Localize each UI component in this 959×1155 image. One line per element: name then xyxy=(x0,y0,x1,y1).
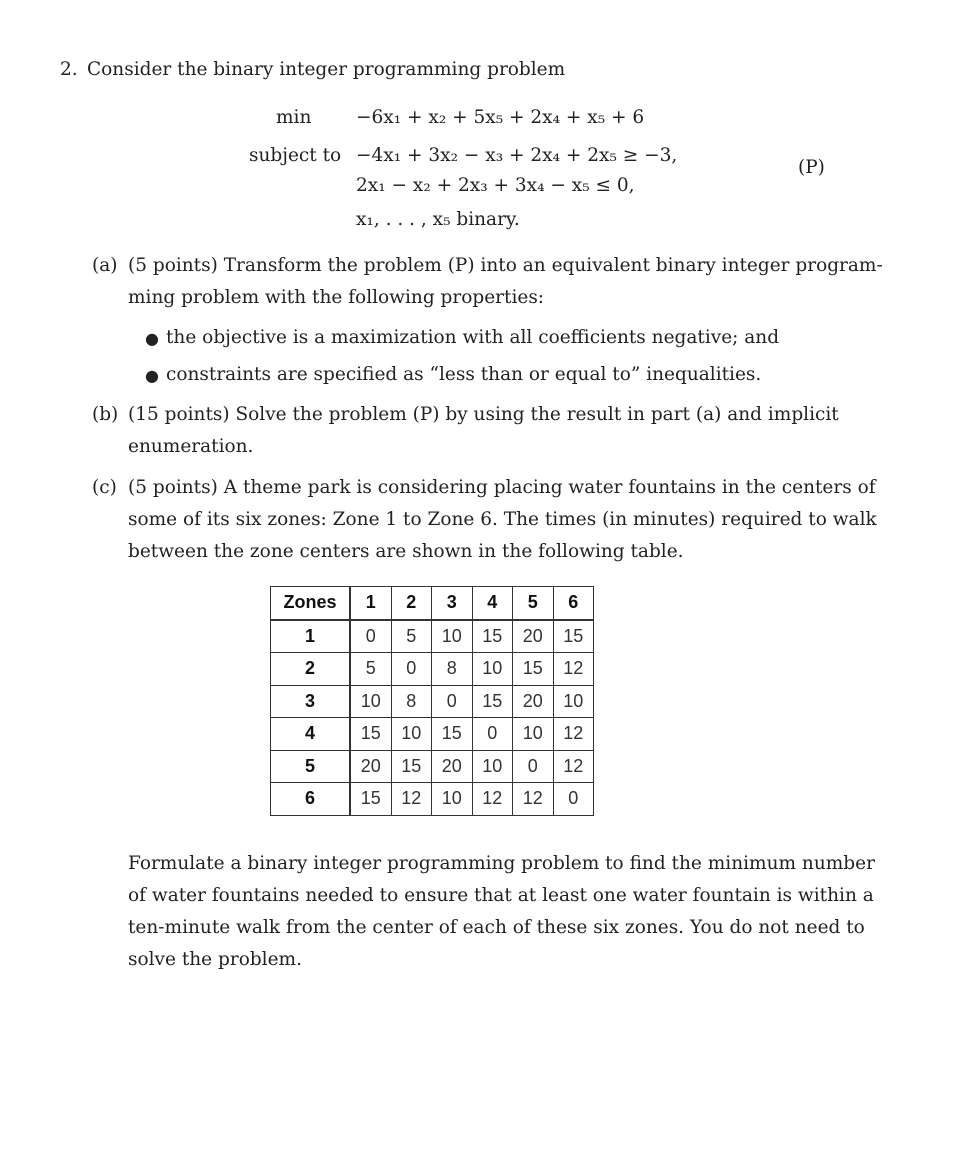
subject-to-label: subject to xyxy=(249,145,342,166)
problem-intro: Consider the binary integer programming problem xyxy=(87,59,566,80)
objective-function: −6x₁ + x₂ + 5x₅ + 2x₄ + x₅ + 6 xyxy=(356,107,645,128)
table-row xyxy=(271,653,594,686)
walking-times-table xyxy=(270,586,594,816)
table-cell: 12 xyxy=(391,783,432,816)
bullet-icon: ● xyxy=(145,329,159,348)
min-label: min xyxy=(276,107,312,128)
table-cell: 12 xyxy=(553,718,594,751)
part-c-final-line-1: Formulate a binary integer programming problem to find the minimum number xyxy=(128,853,875,874)
column-header: 3 xyxy=(432,587,473,620)
constraint-2: 2x₁ − x₂ + 2x₃ + 3x₄ − x₅ ≤ 0, xyxy=(356,175,635,196)
problem-tag: (P) xyxy=(798,157,825,178)
table-row xyxy=(271,783,594,816)
table-cell: 15 xyxy=(391,750,432,783)
table-row xyxy=(271,685,594,718)
row-header: 5 xyxy=(271,750,351,783)
table-cell: 5 xyxy=(391,620,432,653)
bullet-icon: ● xyxy=(145,366,159,385)
table-cell: 8 xyxy=(432,653,473,686)
table-cell: 5 xyxy=(350,653,391,686)
column-header: 6 xyxy=(553,587,594,620)
part-b-line-2: enumeration. xyxy=(128,436,254,457)
table-cell: 15 xyxy=(472,685,513,718)
row-header: 4 xyxy=(271,718,351,751)
part-b-label: (b) xyxy=(92,404,119,425)
part-b-line-1: (15 points) Solve the problem (P) by using the result in part (a) and implicit xyxy=(128,404,839,425)
table-cell: 15 xyxy=(350,718,391,751)
table-cell: 0 xyxy=(350,620,391,653)
part-c-label: (c) xyxy=(92,477,117,498)
table-cell: 20 xyxy=(513,620,554,653)
table-cell: 12 xyxy=(472,783,513,816)
constraint-1: −4x₁ + 3x₂ − x₃ + 2x₄ + 2x₅ ≥ −3, xyxy=(356,145,678,166)
column-header: 1 xyxy=(350,587,391,620)
table-cell: 10 xyxy=(391,718,432,751)
binary-constraint: x₁, . . . , x₅ binary. xyxy=(356,209,520,230)
part-c-final-line-3: ten-minute walk from the center of each of these six zones. You do not need to xyxy=(128,917,865,938)
table-cell: 15 xyxy=(472,620,513,653)
problem-number: 2. xyxy=(60,59,78,80)
table-cell: 8 xyxy=(391,685,432,718)
table-cell: 12 xyxy=(553,653,594,686)
table-row xyxy=(271,620,594,653)
table-cell: 0 xyxy=(472,718,513,751)
table-cell: 0 xyxy=(391,653,432,686)
part-a-line-2: ming problem with the following properties: xyxy=(128,287,545,308)
part-a-bullet-2: constraints are specified as “less than or equal to” inequalities. xyxy=(166,364,762,385)
part-a-line-1: (5 points) Transform the problem (P) into an equivalent binary integer program- xyxy=(128,255,883,276)
part-a-label: (a) xyxy=(92,255,118,276)
table-cell: 0 xyxy=(513,750,554,783)
part-a-bullet-1: the objective is a maximization with all coefficients negative; and xyxy=(166,327,780,348)
table-cell: 10 xyxy=(350,685,391,718)
column-header: 4 xyxy=(472,587,513,620)
part-c-line-3: between the zone centers are shown in the following table. xyxy=(128,541,684,562)
table-cell: 12 xyxy=(553,750,594,783)
row-header: 3 xyxy=(271,685,351,718)
table-cell: 10 xyxy=(432,620,473,653)
table-cell: 20 xyxy=(350,750,391,783)
row-header: 6 xyxy=(271,783,351,816)
table-cell: 10 xyxy=(472,750,513,783)
part-c-final-line-4: solve the problem. xyxy=(128,949,302,970)
table-corner-header: Zones xyxy=(271,587,351,620)
table-cell: 10 xyxy=(553,685,594,718)
column-header: 2 xyxy=(391,587,432,620)
table-cell: 10 xyxy=(472,653,513,686)
part-c-line-1: (5 points) A theme park is considering placing water fountains in the centers of xyxy=(128,477,876,498)
table-cell: 15 xyxy=(432,718,473,751)
table-row xyxy=(271,750,594,783)
table-cell: 10 xyxy=(432,783,473,816)
row-header: 2 xyxy=(271,653,351,686)
table-row xyxy=(271,718,594,751)
table-cell: 20 xyxy=(513,685,554,718)
row-header: 1 xyxy=(271,620,351,653)
table-cell: 15 xyxy=(350,783,391,816)
table-cell: 0 xyxy=(553,783,594,816)
table-cell: 0 xyxy=(432,685,473,718)
column-header: 5 xyxy=(513,587,554,620)
table-cell: 10 xyxy=(513,718,554,751)
part-c-line-2: some of its six zones: Zone 1 to Zone 6. The times (in minutes) required to walk xyxy=(128,509,877,530)
table-cell: 12 xyxy=(513,783,554,816)
table-cell: 15 xyxy=(553,620,594,653)
table-cell: 20 xyxy=(432,750,473,783)
part-c-final-line-2: of water fountains needed to ensure that at least one water fountain is within a xyxy=(128,885,874,906)
table-header-row xyxy=(271,587,594,620)
table-cell: 15 xyxy=(513,653,554,686)
